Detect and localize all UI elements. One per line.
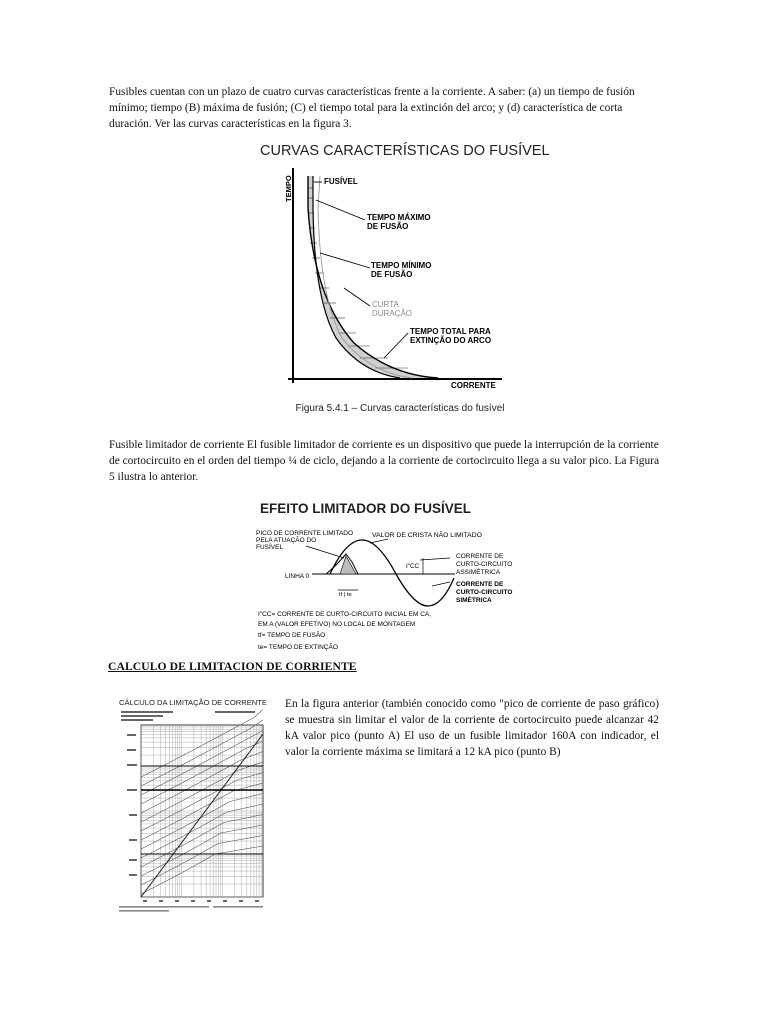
label-min-melting-2: DE FUSÃO <box>371 270 413 279</box>
figure3-title: CÁLCULO DA LIMITAÇÃO DE CORRENTE <box>119 698 267 707</box>
label-short-duration-2: DURAÇÃO <box>372 309 413 318</box>
label-sym-1: CORRENTE DE <box>456 581 504 588</box>
figure-limiting-effect <box>250 498 522 658</box>
label-zero-line: LINHA 0 <box>285 573 310 580</box>
label-total-clearing-1: TEMPO TOTAL PARA <box>410 327 491 336</box>
figure3-curves <box>141 710 263 898</box>
label-peak-3: FUSÍVEL <box>256 544 284 551</box>
figure1-x-axis-label: CORRENTE <box>451 381 496 390</box>
figure3-x-tick-marks <box>143 900 259 902</box>
section-heading: CALCULO DE LIMITACION DE CORRIENTE <box>108 660 357 673</box>
figure1-y-axis-label: TEMPO <box>284 175 293 202</box>
label-max-melting-2: DE FUSÃO <box>367 222 409 231</box>
label-peak-1: PICO DE CORRENTE LIMITADO <box>256 530 354 537</box>
label-min-melting-1: TEMPO MÍNIMO <box>371 261 432 270</box>
paragraph-fuse-curves: Fusibles cuentan con un plazo de cuatro curvas características frente a la corriente. A saber: (a) un tiempo de fusión mínimo; tiempo (B) máxima de fusión; (C) el tiempo total para la extinción del arco; y (d) característica de corta duración. Ver las curvas características en la figura 3. <box>109 86 635 130</box>
label-sym-2: CURTO-CIRCUITO <box>456 589 513 596</box>
figure-characteristic-curves <box>250 138 550 420</box>
figure2-title: EFEITO LIMITADOR DO FUSÍVEL <box>260 501 472 516</box>
label-max-melting-1: TEMPO MÁXIMO <box>367 213 431 222</box>
paragraph-current-limiting-fuse: Fusible limitador de corriente El fusible limitador de corriente es un dispositivo que puede la interrupción de la corriente de cortocircuito en el orden del tiempo ¼ de ciclo, dejando a la corriente de cortocircuito llega a su valor pico. La Figura 5 ilustra lo anterior. <box>109 439 660 483</box>
legend-line-3: tf= TEMPO DE FUSÃO <box>258 632 326 639</box>
figure2-leader-lines <box>306 539 450 586</box>
label-short-duration-1: CURTA <box>372 300 399 309</box>
label-total-clearing-2: EXTINÇÃO DO ARCO <box>410 336 492 345</box>
label-tf-te: tf | te <box>339 592 352 598</box>
label-icc: I"CC <box>406 563 420 570</box>
label-peak-2: PELA ATUAÇÃO DO <box>256 537 317 544</box>
figure1-title: CURVAS CARACTERÍSTICAS DO FUSÍVEL <box>260 143 550 159</box>
figure3-y-tick-marks <box>127 734 137 876</box>
label-asym-1: CORRENTE DE <box>456 553 504 560</box>
label-asym-3: ASSIMÉTRICA <box>456 569 501 576</box>
legend-line-4: te= TEMPO DE EXTINÇÃO <box>258 644 338 651</box>
label-unlimited-peak: VALOR DE CRISTA NÃO LIMITADO <box>372 532 482 539</box>
figure-current-limitation-chart <box>115 694 275 916</box>
paragraph-limitation-explanation: En la figura anterior (también conocido como "pico de corriente de paso gráfico) se muestra sin limitar el valor de la corriente de cortocircuito puede alcanzar 42 kA valor pico (punto A) El uso de un fusible limitador 160A con indicador, el valor la corriente máxima se limitará a 12 kA pico (punto B) <box>285 698 659 758</box>
label-fusivel: FUSÍVEL <box>324 177 358 186</box>
legend-line-2: EM A (VALOR EFETIVO) NO LOCAL DE MONTAGEM <box>258 621 416 628</box>
label-asym-2: CURTO-CIRCUITO <box>456 561 513 568</box>
figure3-header-marks <box>121 711 255 721</box>
figure3-footer-marks <box>119 906 263 912</box>
figure3-grid-horizontal <box>141 727 263 897</box>
legend-line-1: I"CC= CORRENTE DE CURTO-CIRCUITO INICIAL EM CA, <box>258 611 432 618</box>
figure1-caption: Figura 5.4.1 – Curvas características do fusível <box>295 403 505 414</box>
label-sym-3: SIMÉTRICA <box>456 597 492 604</box>
